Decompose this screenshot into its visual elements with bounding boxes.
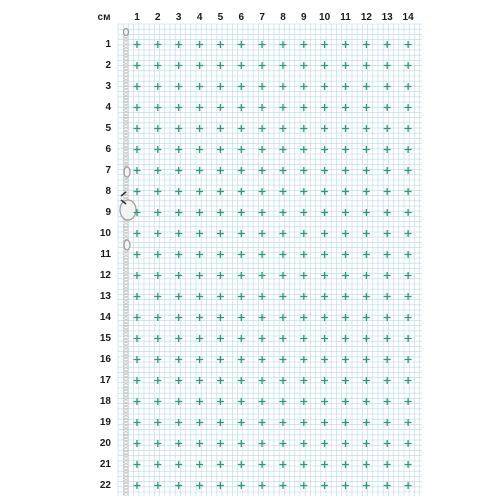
crosshair-marker-icon [363, 209, 370, 216]
crosshair-marker-icon [217, 125, 224, 132]
crosshair-marker-icon [217, 62, 224, 69]
crosshair-marker-icon [134, 419, 141, 426]
crosshair-marker-icon [321, 41, 328, 48]
crosshair-marker-icon [238, 41, 245, 48]
crosshair-marker-icon [217, 293, 224, 300]
crosshair-marker-icon [154, 482, 161, 489]
crosshair-marker-icon [342, 167, 349, 174]
crosshair-marker-icon [134, 440, 141, 447]
crosshair-marker-icon [175, 272, 182, 279]
crosshair-marker-icon [405, 188, 412, 195]
crosshair-marker-icon [134, 146, 141, 153]
column-number-label: 14 [402, 12, 414, 23]
crosshair-marker-icon [217, 83, 224, 90]
crosshair-marker-icon [300, 146, 307, 153]
row-number-label: 7 [105, 164, 111, 176]
crosshair-marker-icon [363, 41, 370, 48]
crosshair-marker-icon [405, 230, 412, 237]
crosshair-marker-icon [342, 419, 349, 426]
crosshair-marker-icon [238, 398, 245, 405]
crosshair-marker-icon [154, 62, 161, 69]
crosshair-marker-icon [134, 482, 141, 489]
crosshair-marker-icon [384, 188, 391, 195]
spiral-binding-icon [124, 29, 128, 495]
crosshair-marker-icon [405, 83, 412, 90]
crosshair-marker-icon [342, 83, 349, 90]
crosshair-marker-icon [134, 83, 141, 90]
crosshair-marker-icon [363, 146, 370, 153]
crosshair-marker-icon [384, 440, 391, 447]
crosshair-marker-icon [300, 440, 307, 447]
row-number-label: 18 [99, 395, 111, 407]
row-number-label: 16 [99, 353, 111, 365]
crosshair-marker-icon [280, 419, 287, 426]
crosshair-marker-icon [154, 125, 161, 132]
crosshair-marker-icon [175, 146, 182, 153]
crosshair-marker-icon [405, 398, 412, 405]
crosshair-marker-icon [196, 440, 203, 447]
crosshair-marker-icon [342, 272, 349, 279]
crosshair-marker-icon [175, 188, 182, 195]
crosshair-marker-icon [363, 251, 370, 258]
crosshair-marker-icon [134, 251, 141, 258]
crosshair-marker-icon [363, 461, 370, 468]
crosshair-marker-icon [363, 167, 370, 174]
crosshair-marker-icon [154, 167, 161, 174]
row-number-label: 10 [99, 227, 111, 239]
fine-grid-lines [118, 24, 422, 496]
crosshair-marker-icon [259, 251, 266, 258]
crosshair-marker-icon [154, 41, 161, 48]
crosshair-marker-icon [259, 83, 266, 90]
crosshair-marker-icon [259, 482, 266, 489]
row-number-label: 11 [100, 248, 111, 260]
crosshair-marker-icon [217, 461, 224, 468]
row-number-label: 15 [99, 332, 111, 344]
crosshair-marker-icon [175, 125, 182, 132]
crosshair-marker-icon [154, 461, 161, 468]
crosshair-marker-icon [217, 251, 224, 258]
crosshair-marker-icon [134, 167, 141, 174]
crosshair-marker-icon [175, 41, 182, 48]
crosshair-marker-icon [196, 146, 203, 153]
crosshair-marker-icon [280, 167, 287, 174]
crosshair-marker-icon [384, 461, 391, 468]
crosshair-marker-icon [259, 230, 266, 237]
crosshair-marker-icon [363, 83, 370, 90]
crosshair-marker-icon [342, 398, 349, 405]
row-number-label: 9 [105, 206, 111, 218]
crosshair-marker-icon [280, 188, 287, 195]
crosshair-marker-icon [342, 461, 349, 468]
crosshair-marker-icon [196, 104, 203, 111]
crosshair-marker-icon [196, 251, 203, 258]
crosshair-marker-icon [259, 104, 266, 111]
row-number-label: 2 [105, 59, 111, 71]
crosshair-marker-icon [405, 440, 412, 447]
crosshair-marker-icon [300, 167, 307, 174]
crosshair-marker-icon [405, 251, 412, 258]
crosshair-marker-icon [280, 146, 287, 153]
crosshair-marker-icon [259, 398, 266, 405]
crosshair-marker-icon [342, 293, 349, 300]
crosshair-marker-icon [217, 272, 224, 279]
crosshair-marker-icon [280, 41, 287, 48]
crosshair-marker-icon [196, 209, 203, 216]
crosshair-marker-icon [321, 398, 328, 405]
crosshair-marker-icon [300, 230, 307, 237]
crosshair-marker-icon [300, 125, 307, 132]
crosshair-marker-icon [405, 272, 412, 279]
row-number-label: 6 [105, 143, 111, 155]
crosshair-marker-icon [280, 62, 287, 69]
column-number-label: 5 [217, 12, 224, 23]
crosshair-marker-icon [175, 62, 182, 69]
crosshair-marker-icon [259, 167, 266, 174]
crosshair-marker-icon [259, 293, 266, 300]
crosshair-marker-icon [238, 125, 245, 132]
crosshair-marker-icon [280, 482, 287, 489]
row-number-label: 17 [99, 374, 111, 386]
crosshair-marker-icon [238, 209, 245, 216]
row-number-label: 19 [99, 416, 111, 428]
row-number-label: 4 [105, 101, 111, 113]
crosshair-marker-icon [384, 41, 391, 48]
crosshair-marker-icon [280, 83, 287, 90]
crosshair-marker-icon [363, 293, 370, 300]
crosshair-marker-icon [405, 62, 412, 69]
crosshair-marker-icon [238, 188, 245, 195]
column-number-label: 9 [301, 12, 307, 23]
crosshair-marker-icon [384, 272, 391, 279]
crosshair-marker-icon [300, 209, 307, 216]
crosshair-marker-icon [405, 104, 412, 111]
row-number-label: 12 [99, 269, 111, 281]
crosshair-marker-icon [134, 62, 141, 69]
crosshair-marker-icon [363, 104, 370, 111]
crosshair-marker-icon [342, 209, 349, 216]
binding-ring-icon [120, 200, 136, 220]
crosshair-marker-icon [217, 440, 224, 447]
crosshair-marker-icon [217, 146, 224, 153]
crosshair-marker-icon [363, 440, 370, 447]
crosshair-marker-icon [321, 251, 328, 258]
crosshair-marker-icon [321, 440, 328, 447]
crosshair-marker-icon [300, 398, 307, 405]
crosshair-marker-icon [405, 125, 412, 132]
crosshair-marker-icon [342, 230, 349, 237]
crosshair-marker-icon [154, 209, 161, 216]
crosshair-marker-icon [384, 482, 391, 489]
crosshair-marker-icon [175, 398, 182, 405]
binding-ring-icon [124, 167, 130, 177]
crosshair-marker-icon [300, 251, 307, 258]
crosshair-marker-icon [154, 188, 161, 195]
crosshair-marker-icon [196, 188, 203, 195]
crosshair-marker-icon [384, 167, 391, 174]
crosshair-marker-icon [363, 188, 370, 195]
crosshair-marker-icon [217, 41, 224, 48]
crosshair-marker-icon [217, 398, 224, 405]
crosshair-marker-icon [238, 440, 245, 447]
crosshair-marker-icon [196, 272, 203, 279]
crosshair-marker-icon [342, 146, 349, 153]
crosshair-marker-icon [238, 146, 245, 153]
crosshair-marker-icon [154, 272, 161, 279]
crosshair-marker-icon [175, 461, 182, 468]
crosshair-marker-icon [405, 41, 412, 48]
crosshair-marker-icon [154, 293, 161, 300]
crosshair-marker-icon [384, 83, 391, 90]
crosshair-marker-icon [175, 482, 182, 489]
crosshair-marker-icon [300, 461, 307, 468]
row-number-label: 1 [105, 38, 111, 50]
crosshair-marker-icon [363, 419, 370, 426]
crosshair-marker-icon [363, 272, 370, 279]
crosshair-marker-icon [363, 230, 370, 237]
crosshair-marker-icon [363, 482, 370, 489]
crosshair-marker-icon [196, 41, 203, 48]
crosshair-marker-icon [196, 398, 203, 405]
crosshair-marker-icon [217, 419, 224, 426]
crosshair-marker-icon [321, 188, 328, 195]
crosshair-marker-icon [175, 209, 182, 216]
crosshair-marker-icon [259, 188, 266, 195]
crosshair-marker-icon [134, 293, 141, 300]
crosshair-marker-icon [238, 83, 245, 90]
crosshair-marker-icon [238, 62, 245, 69]
crosshair-marker-icon [238, 461, 245, 468]
crosshair-marker-icon [238, 104, 245, 111]
crosshair-marker-icon [300, 62, 307, 69]
crosshair-marker-icon [300, 272, 307, 279]
crosshair-marker-icon [175, 293, 182, 300]
crosshair-marker-icon [196, 167, 203, 174]
row-number-label: 14 [99, 311, 111, 323]
crosshair-marker-icon [342, 41, 349, 48]
column-number-label: 10 [319, 12, 331, 23]
crosshair-marker-icon [342, 251, 349, 258]
crosshair-marker-icon [175, 251, 182, 258]
crosshair-marker-icon [384, 146, 391, 153]
crosshair-marker-icon [259, 146, 266, 153]
crosshair-marker-icon [384, 125, 391, 132]
crosshair-marker-icon [175, 419, 182, 426]
crosshair-marker-icon [384, 209, 391, 216]
crosshair-marker-icon [321, 83, 328, 90]
crosshair-marker-icon [405, 167, 412, 174]
crosshair-marker-icon [134, 272, 141, 279]
crosshair-marker-icon [384, 293, 391, 300]
crosshair-marker-icon [384, 104, 391, 111]
crosshair-marker-icon [175, 104, 182, 111]
crosshair-marker-icon [280, 125, 287, 132]
crosshair-marker-icon [259, 272, 266, 279]
column-number-label: 4 [196, 12, 203, 23]
crosshair-marker-icon [175, 440, 182, 447]
crosshair-marker-icon [321, 482, 328, 489]
crosshair-marker-icon [196, 293, 203, 300]
crosshair-marker-icon [196, 62, 203, 69]
crosshair-marker-icon [196, 461, 203, 468]
row-number-label: 5 [105, 122, 111, 134]
unit-label: см [97, 12, 111, 23]
crosshair-marker-icon [280, 230, 287, 237]
row-number-label: 8 [105, 185, 111, 197]
crosshair-marker-icon [259, 41, 266, 48]
crosshair-marker-icon [175, 167, 182, 174]
crosshair-marker-icon [300, 104, 307, 111]
crosshair-marker-icon [384, 398, 391, 405]
crosshair-marker-icon [321, 104, 328, 111]
crosshair-marker-icon [342, 440, 349, 447]
crosshair-marker-icon [154, 146, 161, 153]
crosshair-marker-icon [300, 293, 307, 300]
crosshair-marker-icon [300, 482, 307, 489]
crosshair-marker-icon [321, 146, 328, 153]
crosshair-marker-icon [196, 482, 203, 489]
crosshair-marker-icon [134, 41, 141, 48]
crosshair-marker-icon [405, 209, 412, 216]
column-number-label: 6 [238, 12, 245, 23]
crosshair-marker-icon [363, 398, 370, 405]
crosshair-marker-icon [238, 272, 245, 279]
crosshair-marker-icon [196, 125, 203, 132]
crosshair-marker-icon [342, 125, 349, 132]
crosshair-marker-icon [259, 419, 266, 426]
row-number-label: 21 [99, 458, 111, 470]
crosshair-marker-icon [321, 125, 328, 132]
crosshair-marker-icon [321, 209, 328, 216]
crosshair-marker-icon [196, 419, 203, 426]
crosshair-marker-icon [238, 251, 245, 258]
crosshair-marker-icon [405, 419, 412, 426]
crosshair-marker-icon [321, 461, 328, 468]
crosshair-marker-icon [384, 230, 391, 237]
crosshair-marker-icon [405, 293, 412, 300]
crosshair-marker-icon [259, 440, 266, 447]
crosshair-marker-icon [217, 482, 224, 489]
crosshair-marker-icon [321, 230, 328, 237]
crosshair-marker-icon [280, 293, 287, 300]
crosshair-marker-icon [238, 482, 245, 489]
crosshair-marker-icon [217, 230, 224, 237]
crosshair-marker-icon [134, 188, 141, 195]
column-number-label: 2 [155, 12, 161, 23]
column-number-label: 11 [340, 12, 351, 23]
crosshair-marker-icon [154, 104, 161, 111]
crosshair-marker-icon [154, 83, 161, 90]
crosshair-marker-icon [300, 83, 307, 90]
column-number-label: 13 [381, 12, 393, 23]
crosshair-marker-icon [154, 251, 161, 258]
crosshair-marker-icon [342, 104, 349, 111]
crosshair-marker-icon [154, 419, 161, 426]
crosshair-marker-icon [175, 230, 182, 237]
crosshair-marker-icon [363, 62, 370, 69]
crosshair-marker-icon [217, 104, 224, 111]
crosshair-marker-icon [196, 83, 203, 90]
crosshair-marker-icon [175, 83, 182, 90]
crosshair-marker-icon [134, 230, 141, 237]
crosshair-marker-icon [154, 440, 161, 447]
crosshair-marker-icon [259, 209, 266, 216]
crosshair-marker-icon [280, 251, 287, 258]
crosshair-marker-icon [321, 419, 328, 426]
row-number-label: 13 [99, 290, 111, 302]
column-number-label: 8 [280, 12, 286, 23]
crosshair-marker-icon [342, 482, 349, 489]
crosshair-marker-icon [280, 104, 287, 111]
crosshair-marker-icon [300, 41, 307, 48]
crosshair-marker-icon [280, 440, 287, 447]
crosshair-marker-icon [259, 125, 266, 132]
crosshair-marker-icon [259, 461, 266, 468]
crosshair-marker-icon [280, 272, 287, 279]
crosshair-marker-icon [280, 461, 287, 468]
crosshair-marker-icon [134, 125, 141, 132]
crosshair-marker-icon [259, 62, 266, 69]
row-number-label: 3 [105, 80, 111, 92]
crosshair-marker-icon [384, 419, 391, 426]
crosshair-marker-icon [154, 398, 161, 405]
crosshair-marker-icon [363, 125, 370, 132]
crosshair-marker-icon [238, 230, 245, 237]
crosshair-marker-icon [405, 146, 412, 153]
crosshair-marker-icon [405, 461, 412, 468]
crosshair-marker-icon [384, 251, 391, 258]
crosshair-marker-icon [342, 188, 349, 195]
crosshair-marker-icon [280, 398, 287, 405]
crosshair-marker-icon [321, 62, 328, 69]
crosshair-marker-icon [134, 398, 141, 405]
crosshair-marker-icon [238, 167, 245, 174]
column-number-label: 12 [360, 12, 372, 23]
crosshair-marker-icon [321, 293, 328, 300]
crosshair-marker-icon [321, 167, 328, 174]
binding-ring-icon [124, 240, 130, 250]
crosshair-marker-icon [405, 482, 412, 489]
binding-ring-icon [124, 29, 129, 36]
column-number-label: 1 [134, 12, 140, 23]
crosshair-marker-icon [300, 419, 307, 426]
crosshair-marker-icon [300, 188, 307, 195]
crosshair-marker-icon [342, 62, 349, 69]
crosshair-marker-icon [134, 104, 141, 111]
crosshair-marker-icon [217, 167, 224, 174]
row-number-label: 22 [99, 479, 111, 491]
row-number-label: 20 [99, 437, 111, 449]
crosshair-marker-icon [238, 419, 245, 426]
crosshair-marker-icon [154, 230, 161, 237]
crosshair-marker-icon [321, 272, 328, 279]
column-number-label: 3 [175, 12, 182, 23]
crosshair-marker-icon [217, 209, 224, 216]
crosshair-marker-icon [384, 62, 391, 69]
column-number-label: 7 [259, 12, 265, 23]
crosshair-marker-icon [217, 188, 224, 195]
crosshair-marker-icon [238, 293, 245, 300]
crosshair-marker-icon [134, 461, 141, 468]
crosshair-marker-icon [280, 209, 287, 216]
crosshair-marker-icon [196, 230, 203, 237]
